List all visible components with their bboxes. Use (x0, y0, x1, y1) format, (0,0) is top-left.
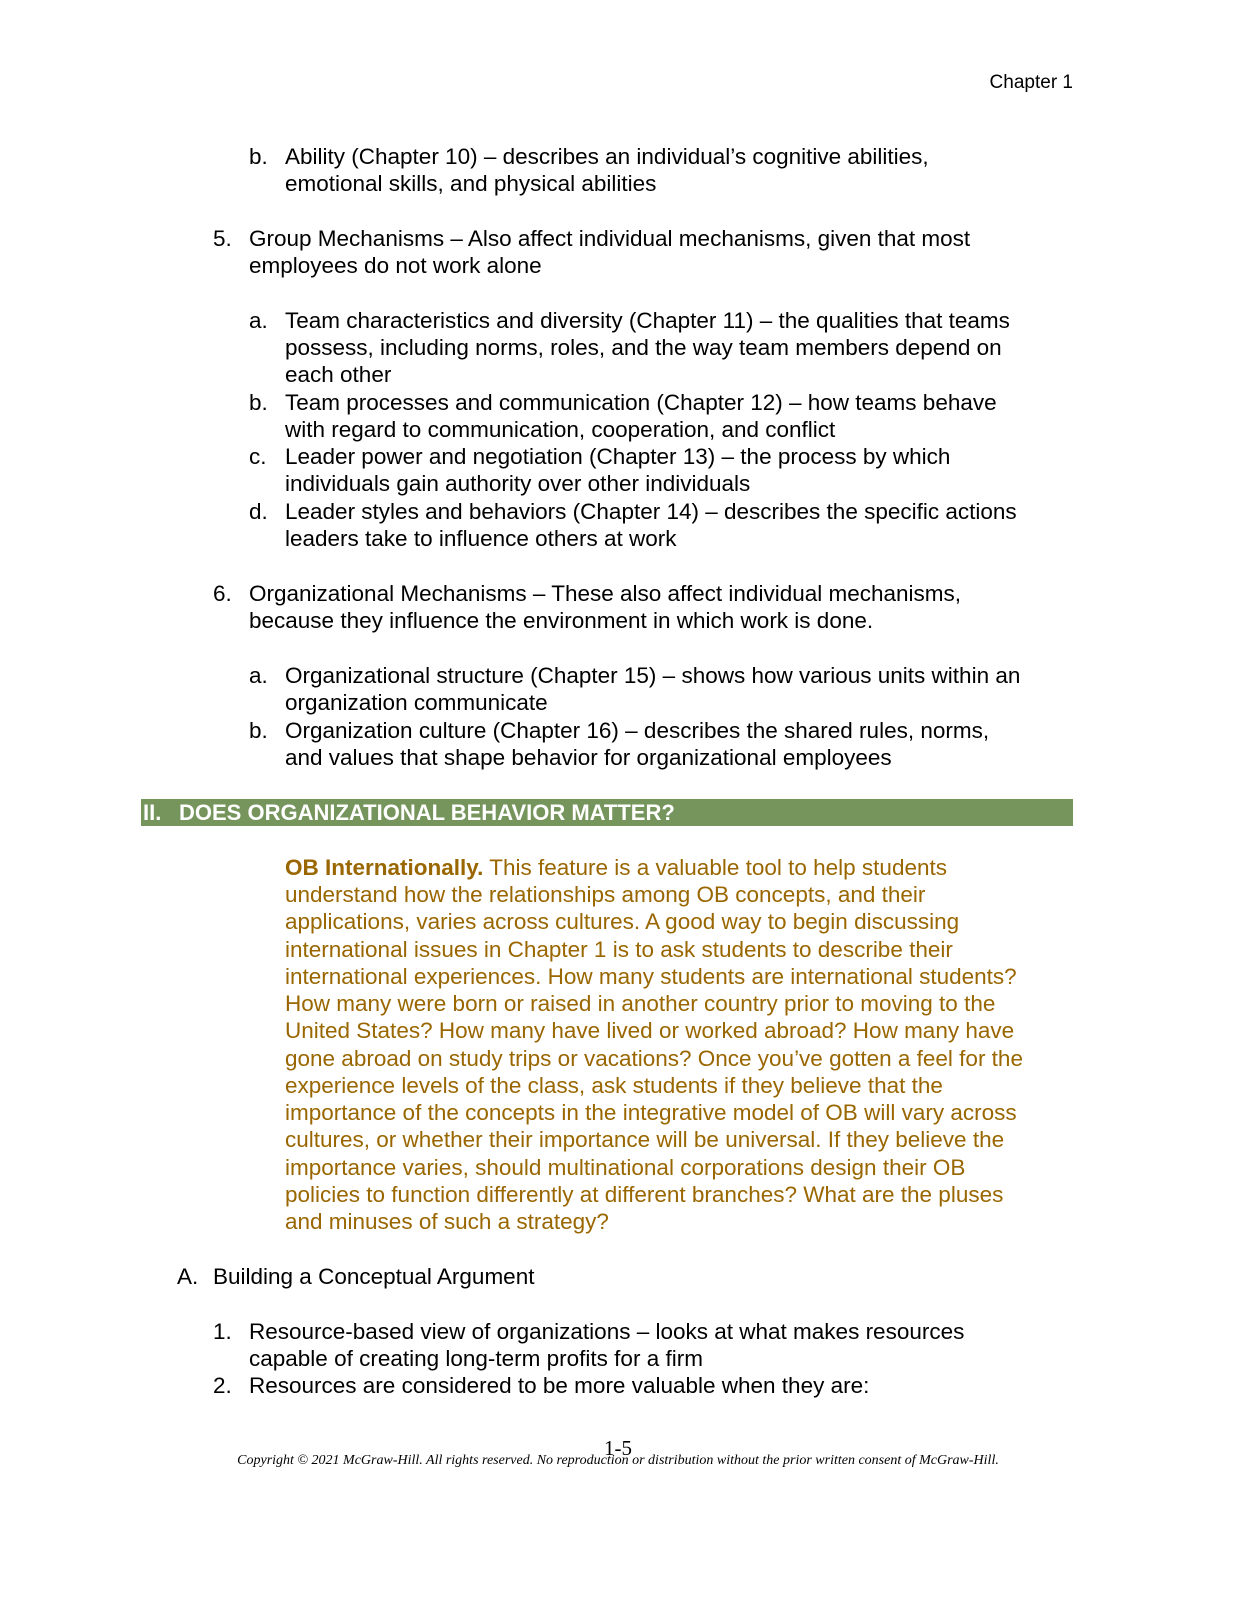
text-line: Leader styles and behaviors (Chapter 14) – describes the specific actions (285, 499, 1017, 524)
list-marker: a. (249, 308, 268, 333)
callout-line: United States? How many have lived or worked abroad? How many have (285, 1018, 1015, 1043)
list-marker: d. (249, 499, 268, 524)
list-marker: 1. (213, 1319, 232, 1344)
callout-line: and minuses of such a strategy? (285, 1209, 609, 1234)
text-line: emotional skills, and physical abilities (285, 171, 657, 196)
text-line: because they influence the environment in which work is done. (249, 608, 874, 633)
text-line: capable of creating long-term profits for a firm (249, 1346, 703, 1371)
list-marker: A. (177, 1264, 199, 1289)
callout-line: international experiences. How many students are international students? (285, 964, 1017, 989)
text-line: organization communicate (285, 690, 548, 715)
copyright-notice: Copyright © 2021 McGraw-Hill. All rights reserved. No reproduction or distribution without the prior written consent of McGraw-Hill. (237, 1453, 999, 1468)
text-line: with regard to communication, cooperation, and conflict (285, 417, 836, 442)
list-marker: 5. (213, 226, 232, 251)
list-marker: b. (249, 390, 268, 415)
text-line: leaders take to influence others at work (285, 526, 677, 551)
text-line: Organization culture (Chapter 16) – describes the shared rules, norms, (285, 718, 990, 743)
callout-line: How many were born or raised in another country prior to moving to the (285, 991, 996, 1016)
list-marker: a. (249, 663, 268, 688)
section-heading-bar (141, 799, 1073, 826)
callout-lead: OB Internationally. (285, 855, 484, 880)
text-line: possess, including norms, roles, and the way team members depend on (285, 335, 1002, 360)
page-number: 1-5 (604, 1436, 632, 1460)
callout-line: gone abroad on study trips or vacations? Once you’ve gotten a feel for the (285, 1046, 1023, 1071)
text-line: Group Mechanisms – Also affect individual mechanisms, given that most (249, 226, 971, 251)
text-line: Resources are considered to be more valuable when they are: (249, 1373, 870, 1398)
running-header: Chapter 1 (989, 72, 1073, 93)
subsection-title: Building a Conceptual Argument (213, 1264, 535, 1289)
callout-line: understand how the relationships among OB concepts, and their (285, 882, 926, 907)
text-line: and values that shape behavior for organizational employees (285, 745, 892, 770)
text-line: each other (285, 362, 392, 387)
text-line: Organizational Mechanisms – These also affect individual mechanisms, (249, 581, 962, 606)
list-marker: b. (249, 144, 268, 169)
text-line: Organizational structure (Chapter 15) – shows how various units within an (285, 663, 1021, 688)
text-line: individuals gain authority over other individuals (285, 471, 751, 496)
list-marker: 6. (213, 581, 232, 606)
text-line: Resource-based view of organizations – looks at what makes resources (249, 1319, 965, 1344)
section-number: II. (143, 800, 162, 825)
callout-line: importance of the concepts in the integrative model of OB will vary across (285, 1100, 1017, 1125)
section-title: DOES ORGANIZATIONAL BEHAVIOR MATTER? (179, 800, 675, 825)
list-marker: 2. (213, 1373, 232, 1398)
callout-line: international issues in Chapter 1 is to ask students to describe their (285, 937, 953, 962)
callout-line: cultures, or whether their importance will be universal. If they believe the (285, 1127, 1005, 1152)
list-marker: c. (249, 444, 267, 469)
text-line: Team characteristics and diversity (Chapter 11) – the qualities that teams (285, 308, 1010, 333)
callout-text: This feature is a valuable tool to help students (483, 855, 947, 880)
text-line: employees do not work alone (249, 253, 542, 278)
text-line: Leader power and negotiation (Chapter 13) – the process by which (285, 444, 951, 469)
callout-first-line (285, 854, 947, 882)
callout-line: policies to function differently at different branches? What are the pluses (285, 1182, 1004, 1207)
text-line: Ability (Chapter 10) – describes an individual’s cognitive abilities, (285, 144, 929, 169)
callout-line: importance varies, should multinational corporations design their OB (285, 1155, 966, 1180)
callout-line: applications, varies across cultures. A good way to begin discussing (285, 909, 960, 934)
callout-line: experience levels of the class, ask students if they believe that the (285, 1073, 943, 1098)
text-line: Team processes and communication (Chapter 12) – how teams behave (285, 390, 997, 415)
list-marker: b. (249, 718, 268, 743)
